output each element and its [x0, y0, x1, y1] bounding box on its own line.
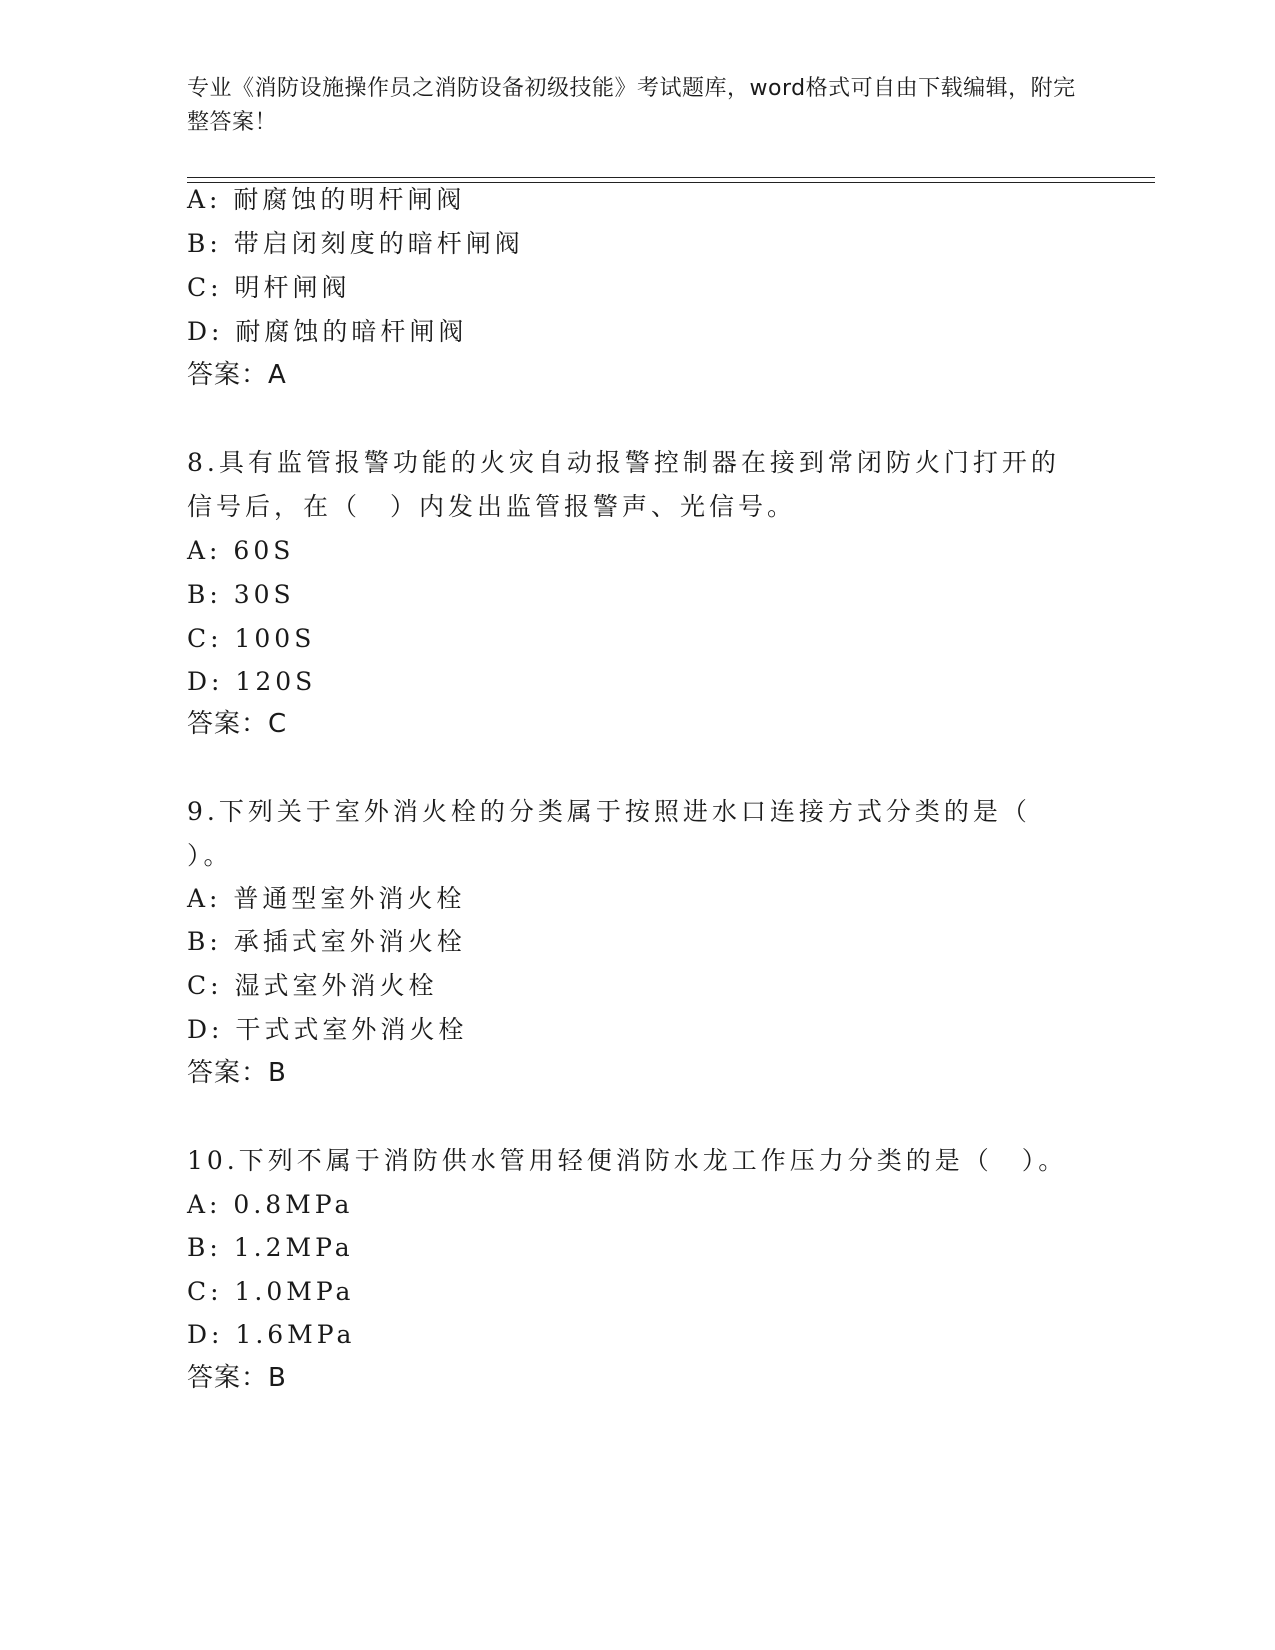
q9-option-a: A: 普通型室外消火栓: [187, 884, 466, 913]
q8-option-d: D: 120S: [187, 667, 317, 696]
q7-answer: 答案：A: [187, 360, 287, 390]
q8-option-c: C: 100S: [187, 624, 316, 653]
q8-option-a: A: 60S: [187, 536, 295, 565]
q10-option-d: D: 1.6MPa: [187, 1320, 356, 1349]
q9-option-c: C: 湿式室外消火栓: [187, 971, 438, 1000]
q9-option-d: D: 干式式室外消火栓: [187, 1015, 468, 1044]
q8-stem-line1: 8.具有监管报警功能的火灾自动报警控制器在接到常闭防火门打开的: [187, 448, 1060, 477]
q10-answer: 答案：B: [187, 1363, 287, 1393]
q9-stem-line1: 9.下列关于室外消火栓的分类属于按照进水口连接方式分类的是（: [187, 797, 1031, 826]
q7-option-c: C: 明杆闸阀: [187, 273, 351, 302]
q9-stem-line2: ）。: [187, 841, 233, 870]
q10-option-b: B: 1.2MPa: [187, 1233, 354, 1262]
q7-option-b: B: 带启闭刻度的暗杆闸阀: [187, 229, 524, 258]
q10-option-a: A: 0.8MPa: [187, 1190, 354, 1219]
q7-option-a: A: 耐腐蚀的明杆闸阀: [187, 185, 466, 214]
q10-option-c: C: 1.0MPa: [187, 1277, 355, 1306]
q7-option-d: D: 耐腐蚀的暗杆闸阀: [187, 317, 468, 346]
q8-option-b: B: 30S: [187, 580, 295, 609]
header-divider-top: [187, 177, 1155, 178]
q8-stem-line2: 信号后，在（ ）内发出监管报警声、光信号。: [187, 492, 797, 521]
q9-answer: 答案：B: [187, 1058, 287, 1088]
q9-option-b: B: 承插式室外消火栓: [187, 927, 466, 956]
document-header: 专业《消防设施操作员之消防设备初级技能》考试题库，word格式可自由下载编辑，附完整答案！: [187, 76, 1076, 135]
q8-answer: 答案：C: [187, 709, 288, 739]
q10-stem-line1: 10.下列不属于消防供水管用轻便消防水龙工作压力分类的是（ ）。: [187, 1146, 1068, 1175]
